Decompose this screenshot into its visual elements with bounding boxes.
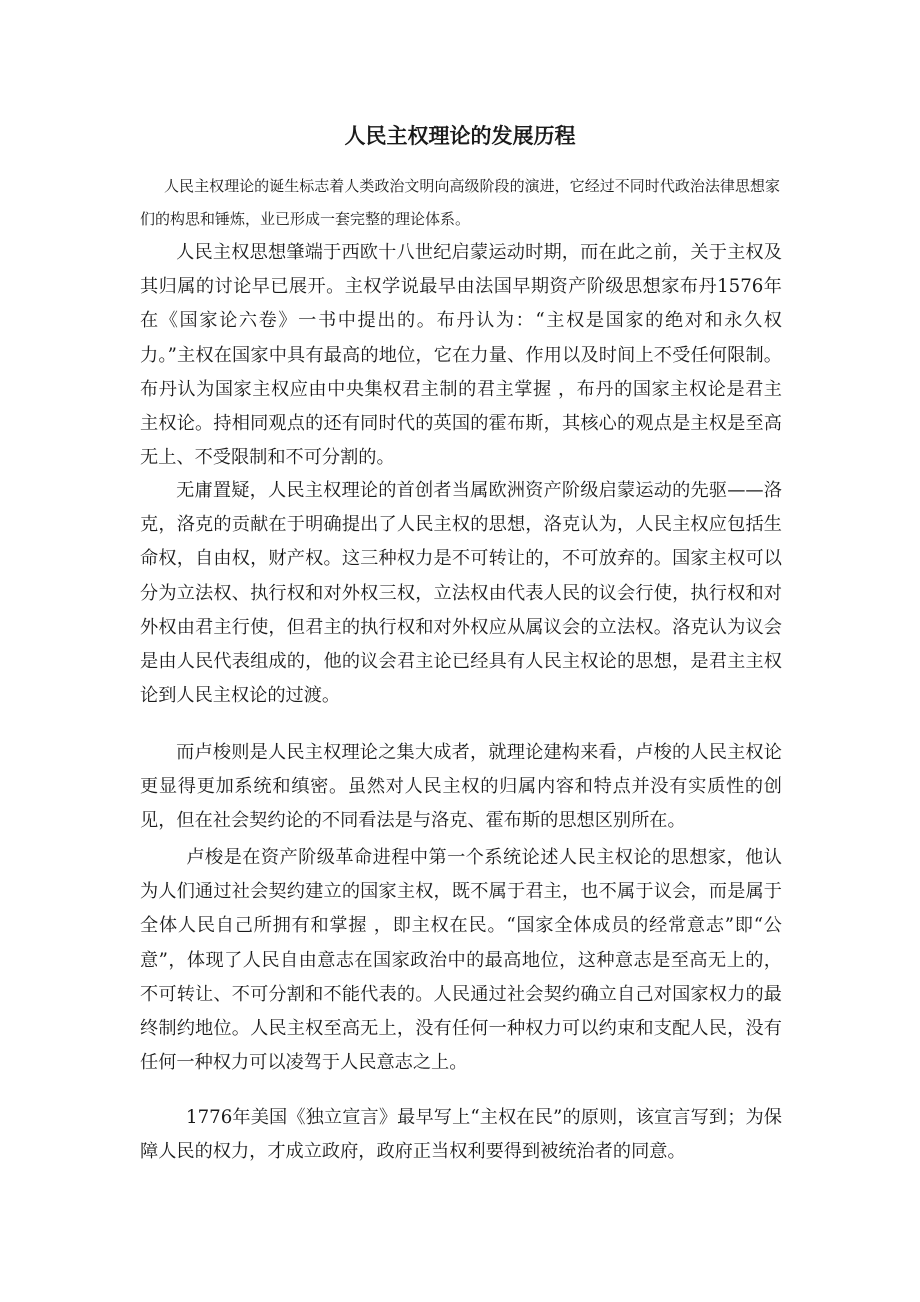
paragraph-text: 1776年美国《独立宣言》最早写上“主权在民”的原则，该宣言写到；为保障人民的权力，才成立政府，政府正当权利要得到被统治者的同意。 (140, 1107, 782, 1163)
paragraph-text: 人民主权思想肇端于西欧十八世纪启蒙运动时期，而在此之前，关于主权及其归属的讨论早已展开。主权学说最早由法国早期资产阶级思想家布丹1576年在《国家论六卷》一书中提出的。布丹认为：“主权是国家的绝对和永久权力。”主权在国家中具有最高的地位，它在力量、作用以及时间上不受任何限制。布丹认为国家主权应由中央集权君主制的君主掌握 ，布丹的国家主权论是君主主权论。持相同观点的还有同时代的英国的霍布斯，其核心的观点是主权是至高无上、不受限制和不可分割的。 (140, 242, 782, 469)
paragraph-rousseau-intro (140, 736, 782, 839)
intro-paragraph (140, 170, 780, 236)
paragraph-text: 卢梭是在资产阶级革命进程中第一个系统论述人民主权论的思想家，他认为人们通过社会契约建立的国家主权，既不属于君主，也不属于议会，而是属于全体人民自己所拥有和掌握 ，即主权在民。“国家全体成员的经常意志”即“公意”，体现了人民自由意志在国家政治中的最高地位，这种意志是至高无上的，不可转让、不可分割和不能代表的。人民通过社会契约确立自己对国家权力的最终制约地位。人民主权至高无上，没有任何一种权力可以约束和支配人民，没有任何一种权力可以凌驾于人民意志之上。 (140, 847, 782, 1074)
paragraph-declaration (140, 1101, 782, 1169)
paragraph-bodin (140, 236, 782, 475)
paragraph-rousseau-theory (140, 841, 782, 1080)
paragraph-text: 无庸置疑，人民主权理论的首创者当属欧洲资产阶级启蒙运动的先驱——洛克，洛克的贡献在于明确提出了人民主权的思想，洛克认为，人民主权应包括生命权，自由权，财产权。这三种权力是不可转让的，不可放弃的。国家主权可以分为立法权、执行权和对外权三权，立法权由代表人民的议会行使，执行权和对外权由君主行使，但君主的执行权和对外权应从属议会的立法权。洛克认为议会是由人民代表组成的，他的议会君主论已经具有人民主权论的思想，是君主主权论到人民主权论的过渡。 (140, 480, 782, 707)
intro-text: 人民主权理论的诞生标志着人类政治文明向高级阶段的演进，它经过不同时代政治法律思想家们的构思和锤炼，业已形成一套完整的理论体系。 (140, 177, 780, 228)
paragraph-text: 而卢梭则是人民主权理论之集大成者，就理论建构来看，卢梭的人民主权论更显得更加系统和缜密。虽然对人民主权的归属内容和特点并没有实质性的创见，但在社会契约论的不同看法是与洛克、霍布斯的思想区别所在。 (140, 742, 782, 832)
document-title: 人民主权理论的发展历程 (344, 124, 576, 148)
paragraph-locke (140, 474, 782, 713)
